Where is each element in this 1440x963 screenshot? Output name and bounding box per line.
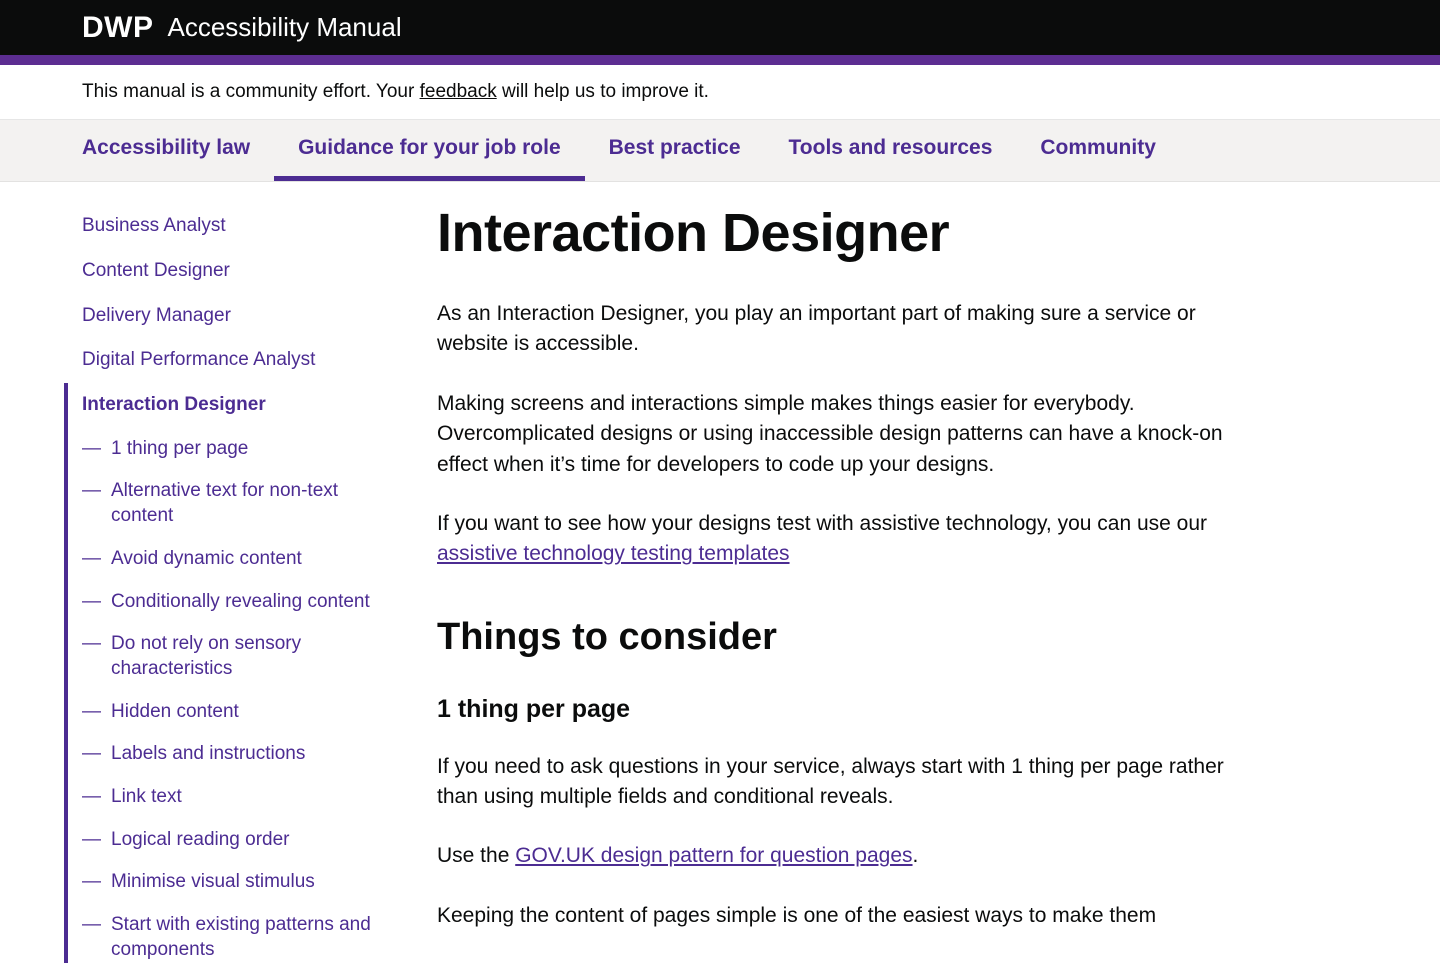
sidebar-item-delivery-manager[interactable]: Delivery Manager: [82, 304, 231, 326]
sidebar-sub-list: [64, 428, 407, 963]
sidebar-subitem-label: Hidden content: [111, 700, 239, 722]
intro-paragraph: As an Interaction Designer, you play an important part of making sure a service or website is accessible.: [437, 301, 1196, 356]
subsection-heading-1-thing-per-page: 1 thing per page: [437, 694, 631, 723]
sidebar-subitem-label: Logical reading order: [111, 828, 290, 850]
page-title: Interaction Designer: [437, 203, 950, 263]
sidebar: [82, 204, 437, 963]
sidebar-subitem-1-thing-per-page[interactable]: [82, 428, 407, 471]
dash-icon: —: [82, 480, 101, 502]
body-paragraph-4: If you need to ask questions in your service, always start with 1 thing per page rather than using multiple fields and conditional reveals.: [437, 754, 1224, 809]
sidebar-subitem-logical-reading-order[interactable]: [82, 819, 407, 862]
section-heading-things-to-consider: Things to consider: [437, 615, 777, 658]
sidebar-subitem-conditionally-revealing-content[interactable]: [82, 581, 407, 624]
sidebar-subitem-label: Start with existing patterns and components: [111, 914, 371, 960]
accent-bar: [0, 55, 1440, 65]
sidebar-item-digital-performance-analyst[interactable]: Digital Performance Analyst: [82, 349, 316, 371]
dash-icon: —: [82, 871, 101, 893]
dash-icon: —: [82, 743, 101, 765]
nav-item-best-practice[interactable]: Best practice: [608, 136, 741, 159]
sidebar-subitem-label: Conditionally revealing content: [111, 590, 370, 612]
sidebar-subitem-label: 1 thing per page: [111, 437, 249, 459]
sidebar-subitem-start-with-existing-patterns-and-components[interactable]: [82, 904, 407, 963]
dash-icon: —: [82, 828, 101, 850]
dash-icon: —: [82, 547, 101, 569]
main-content: [437, 204, 1357, 963]
sidebar-subitem-minimise-visual-stimulus[interactable]: [82, 861, 407, 904]
sidebar-subitem-label: Avoid dynamic content: [111, 547, 302, 569]
dash-icon: —: [82, 914, 101, 935]
sidebar-subitem-label: Do not rely on sensory characteristics: [111, 633, 302, 679]
body-paragraph-6: Keeping the content of pages simple is one of the easiest ways to make them: [437, 903, 1157, 927]
paragraph-5-text-after: .: [912, 844, 919, 868]
paragraph-5-text-before: Use the: [437, 844, 516, 868]
feedback-text-after: will help us to improve it.: [496, 81, 709, 102]
sidebar-item-business-analyst[interactable]: Business Analyst: [82, 215, 226, 236]
assistive-technology-testing-templates-link[interactable]: assistive technology testing templates: [437, 542, 790, 566]
sidebar-subitem-labels-and-instructions[interactable]: [82, 733, 407, 776]
dash-icon: —: [82, 785, 101, 807]
feedback-link[interactable]: feedback: [419, 81, 497, 102]
sidebar-subitem-link-text[interactable]: [82, 776, 407, 819]
body-paragraph-2: Making screens and interactions simple makes things easier for everybody. Overcomplicated designs or using inaccessible design patterns can have a knock-on effect when it’s time for developers to code up your designs.: [437, 391, 1223, 476]
dash-icon: —: [82, 633, 101, 655]
sidebar-subitem-avoid-dynamic-content[interactable]: [82, 538, 407, 581]
sidebar-item-interaction-designer[interactable]: Interaction Designer: [64, 383, 407, 428]
dash-icon: —: [82, 437, 101, 459]
dash-icon: —: [82, 590, 101, 612]
masthead: [0, 0, 1440, 55]
dash-icon: —: [82, 700, 101, 722]
feedback-banner: [0, 65, 1440, 120]
paragraph-3-text: If you want to see how your designs test with assistive technology, you can use our: [437, 512, 1208, 536]
page-layout: [0, 182, 1440, 963]
nav-item-tools-and-resources[interactable]: Tools and resources: [788, 136, 993, 159]
primary-navigation: [0, 120, 1440, 182]
site-title: Accessibility Manual: [167, 12, 402, 42]
govuk-design-pattern-link[interactable]: GOV.UK design pattern for question pages: [515, 844, 913, 868]
feedback-text-before: This manual is a community effort. Your: [82, 81, 420, 102]
brand-logo: DWP: [82, 10, 154, 44]
nav-item-community[interactable]: Community: [1040, 136, 1156, 159]
sidebar-subitem-do-not-rely-on-sensory-characteristics[interactable]: [82, 623, 407, 690]
body-paragraph-3: [437, 509, 1247, 570]
sidebar-item-content-designer[interactable]: Content Designer: [82, 259, 230, 281]
sidebar-subitem-hidden-content[interactable]: [82, 691, 407, 734]
sidebar-subitem-label: Labels and instructions: [111, 743, 306, 765]
nav-item-guidance-for-your-job-role[interactable]: Guidance for your job role: [274, 120, 585, 181]
body-paragraph-5: [437, 841, 1247, 871]
sidebar-subitem-label: Alternative text for non-text content: [111, 480, 339, 527]
sidebar-subitem-label: Minimise visual stimulus: [111, 871, 315, 893]
sidebar-subitem-label: Link text: [111, 785, 182, 807]
nav-item-accessibility-law[interactable]: Accessibility law: [82, 136, 251, 159]
sidebar-subitem-alternative-text-for-non-text-content[interactable]: [82, 470, 407, 537]
